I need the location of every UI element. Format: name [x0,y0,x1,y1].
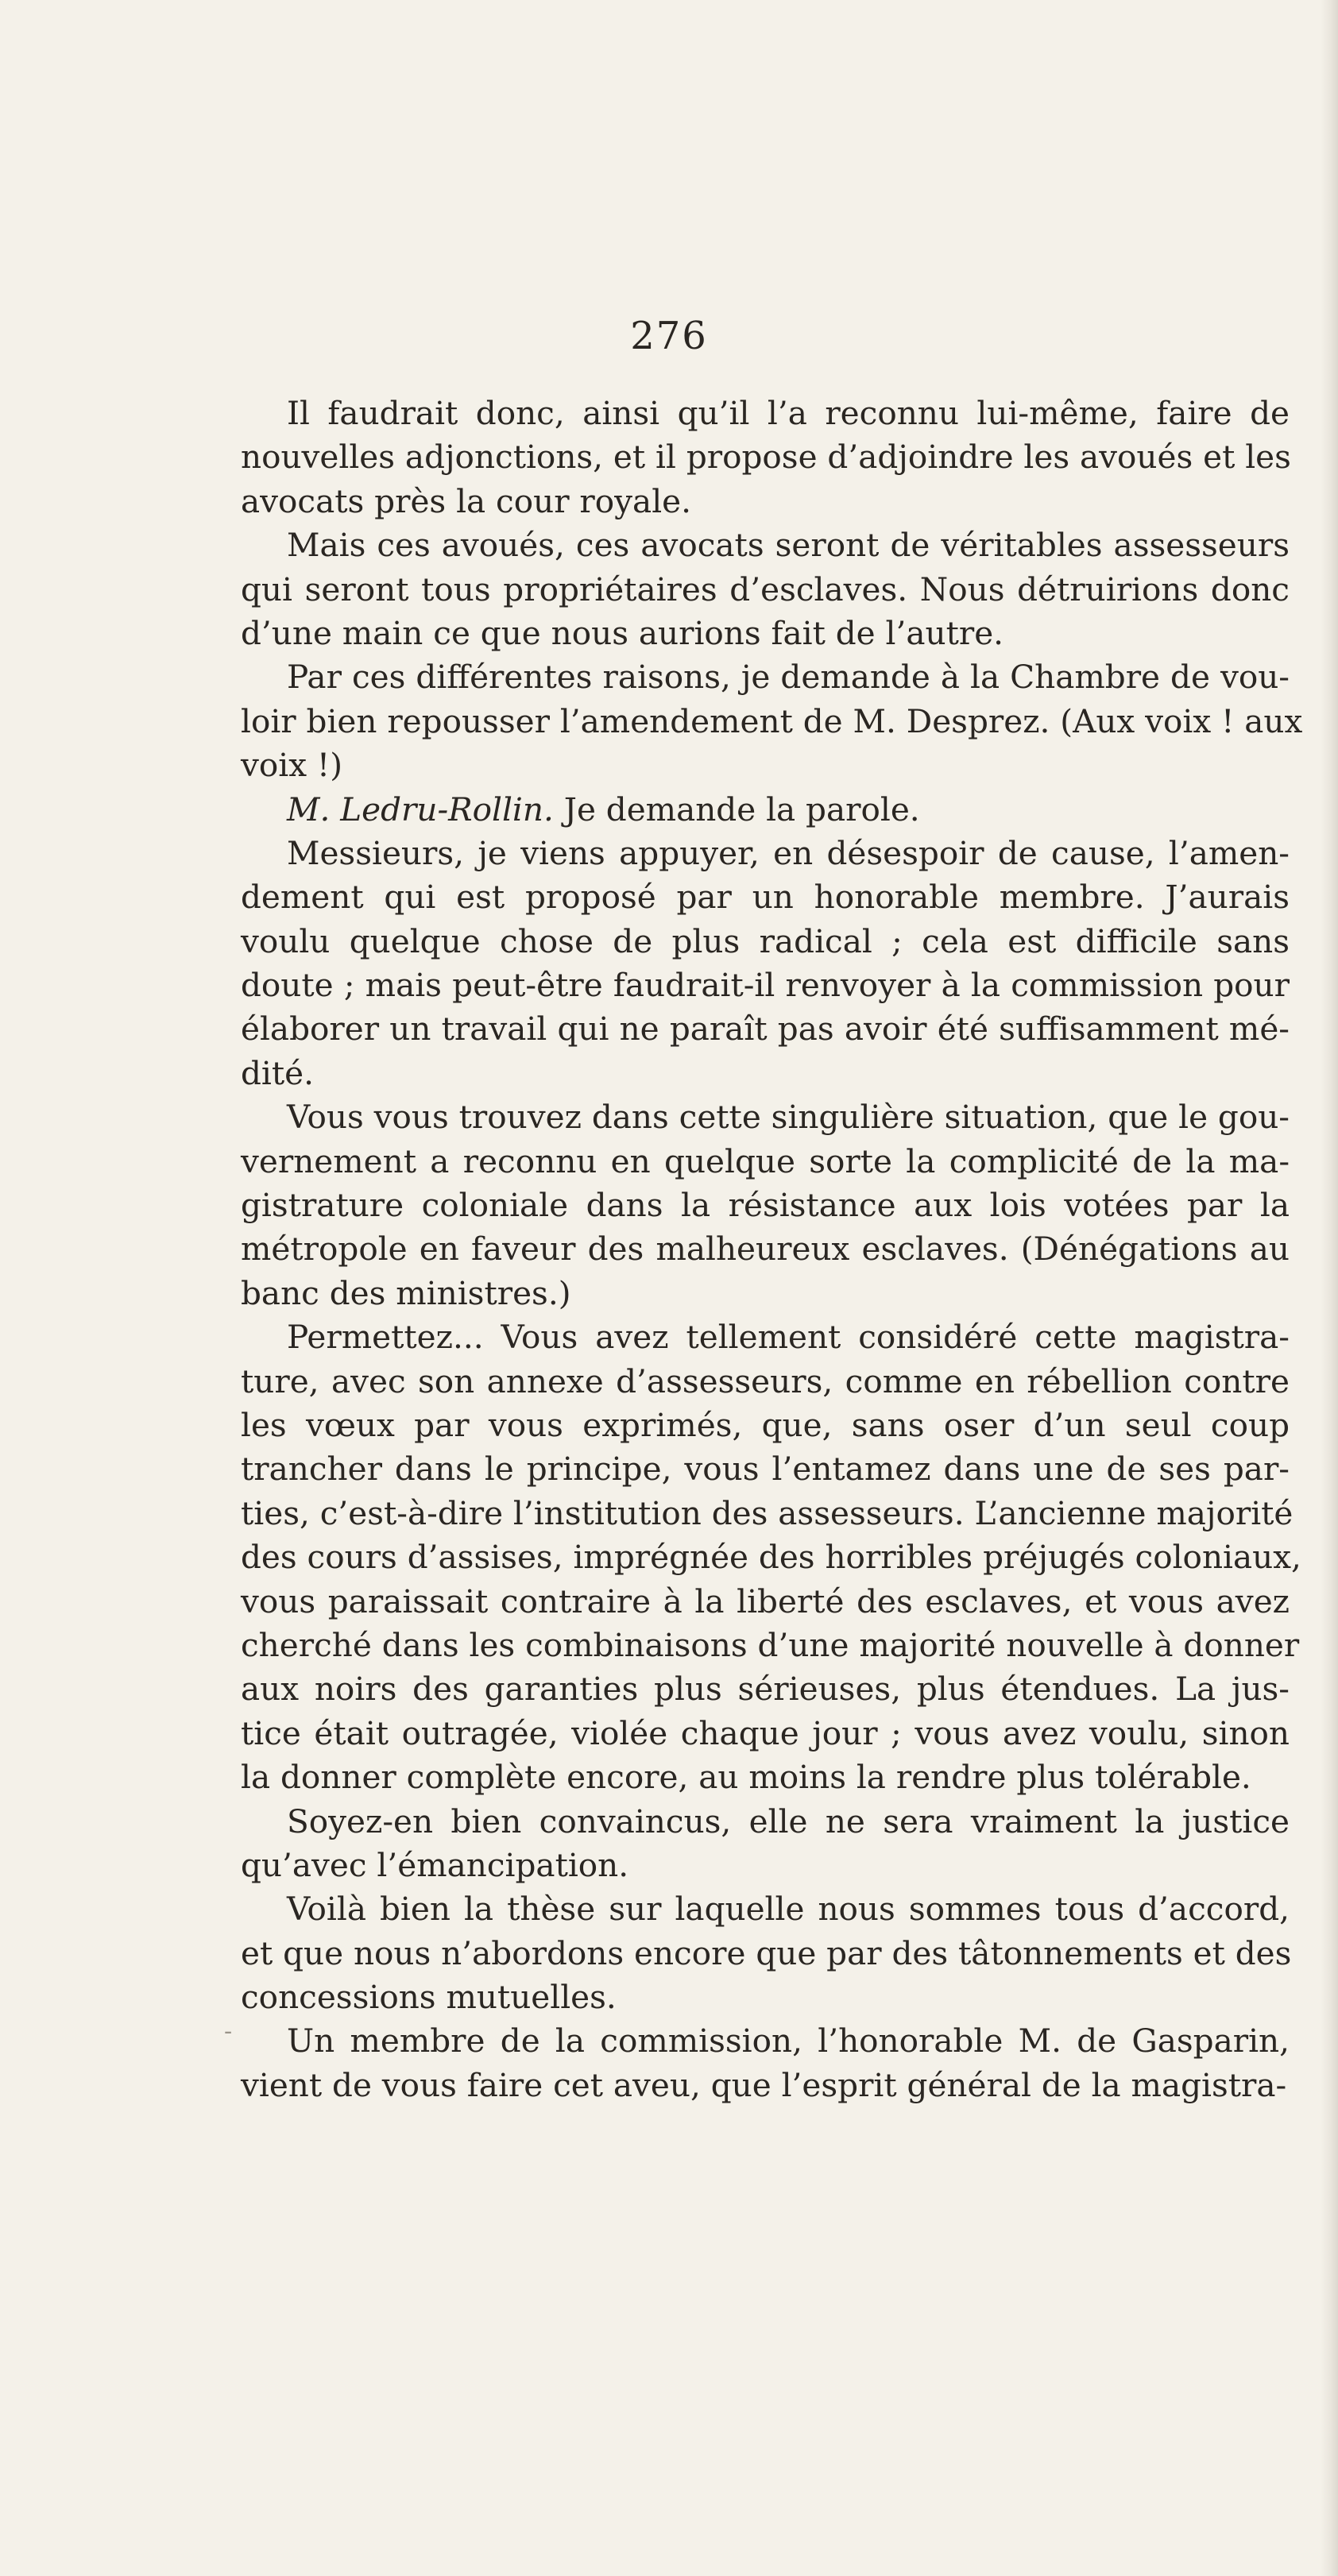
text-line: élaborer un travail qui ne paraît pas avoir été suffisamment mé- [241,1010,1290,1049]
text-line: ties, c’est-à-dire l’institution des assesseurs. L’ancienne majorité [241,1493,1294,1532]
paragraph [241,523,1290,655]
text-line: trancher dans le principe, vous l’entamez dans une de ses par- [241,1450,1290,1489]
text-line: d’une main ce que nous aurions fait de l’autre. [241,613,1004,652]
text-line: des cours d’assises, imprégnée des horribles préjugés coloniaux, [241,1538,1301,1577]
page-edge [1321,0,1338,2576]
text-line: voix !) [241,746,343,785]
text-line: tice était outragée, violée chaque jour ; vous avez voulu, sinon [241,1713,1290,1752]
paragraph [241,1887,1290,2019]
text-line: Il faudrait donc, ainsi qu’il l’a reconnu lui-même, faire de [287,394,1290,432]
text-line: la donner complète encore, au moins la rendre plus tolérable. [241,1758,1251,1797]
text-line: aux noirs des garanties plus sérieuses, plus étendues. La jus- [241,1670,1290,1709]
paragraph [241,392,1290,523]
text-line: et que nous n’abordons encore que par des tâtonnements et des [241,1933,1292,1972]
paragraph [241,1315,1301,1799]
text-line: métropole en faveur des malheureux esclaves. (Dénégations au [241,1230,1290,1269]
text-line: Mais ces avoués, ces avocats seront de véritables assesseurs [287,526,1290,565]
text-line: ture, avec son annexe d’assesseurs, comme en rébellion contre [241,1361,1290,1400]
paragraph [241,655,1303,787]
line-text: Je demande la parole. [553,790,920,828]
text-line: cherché dans les combinaisons d’une majorité nouvelle à donner [241,1625,1300,1664]
text-line: Messieurs, je viens appuyer, en désespoir de cause, l’amen- [287,833,1290,872]
text-line: Vous vous trouvez dans cette singulière situation, que le gou- [287,1098,1290,1137]
text-line: doute ; mais peut-être faudrait-il renvoyer à la commission pour [241,966,1290,1005]
text-line [241,788,1290,832]
text-line: loir bien repousser l’amendement de M. Desprez. (Aux voix ! aux [241,701,1303,740]
paragraph [241,832,1290,1095]
text-line: les vœux par vous exprimés, que, sans oser d’un seul coup [241,1405,1290,1444]
text-line: vient de vous faire cet aveu, que l’esprit général de la magistra- [241,2065,1287,2104]
speaker-name: M. Ledru-Rollin. [287,790,554,828]
paragraph [241,1800,1290,1888]
body-text [241,392,1303,2107]
text-line: vernement a reconnu en quelque sorte la complicité de la ma- [241,1141,1290,1180]
text-line: Permettez... Vous avez tellement considéré cette magistra- [287,1318,1290,1357]
paragraph [241,1095,1290,1315]
text-line: dité. [241,1053,314,1092]
paragraph [241,788,1290,832]
text-line: Soyez-en bien convaincus, elle ne sera vraiment la justice [287,1802,1290,1840]
text-line: vous paraissait contraire à la liberté des esclaves, et vous avez [241,1582,1290,1620]
margin-mark: - [224,2018,233,2045]
text-line: banc des ministres.) [241,1273,571,1312]
text-line: concessions mutuelles. [241,1978,617,2017]
text-line: dement qui est proposé par un honorable membre. J’aurais [241,878,1290,917]
paragraph [241,2019,1290,2107]
text-line: qui seront tous propriétaires d’esclaves. Nous détruirions donc [241,570,1290,608]
text-line: qu’avec l’émancipation. [241,1845,629,1884]
page-number: 276 [630,314,708,358]
text-line: nouvelles adjonctions, et il propose d’adjoindre les avoués et les [241,438,1291,477]
text-line: Par ces différentes raisons, je demande à la Chambre de vou- [287,658,1290,697]
text-line: avocats près la cour royale. [241,481,691,520]
text-line: Voilà bien la thèse sur laquelle nous sommes tous d’accord, [287,1890,1290,1929]
text-line: gistrature coloniale dans la résistance aux lois votées par la [241,1186,1290,1225]
text-line: Un membre de la commission, l’honorable M. de Gasparin, [287,2022,1290,2060]
text-line: voulu quelque chose de plus radical ; cela est difficile sans [241,921,1290,960]
